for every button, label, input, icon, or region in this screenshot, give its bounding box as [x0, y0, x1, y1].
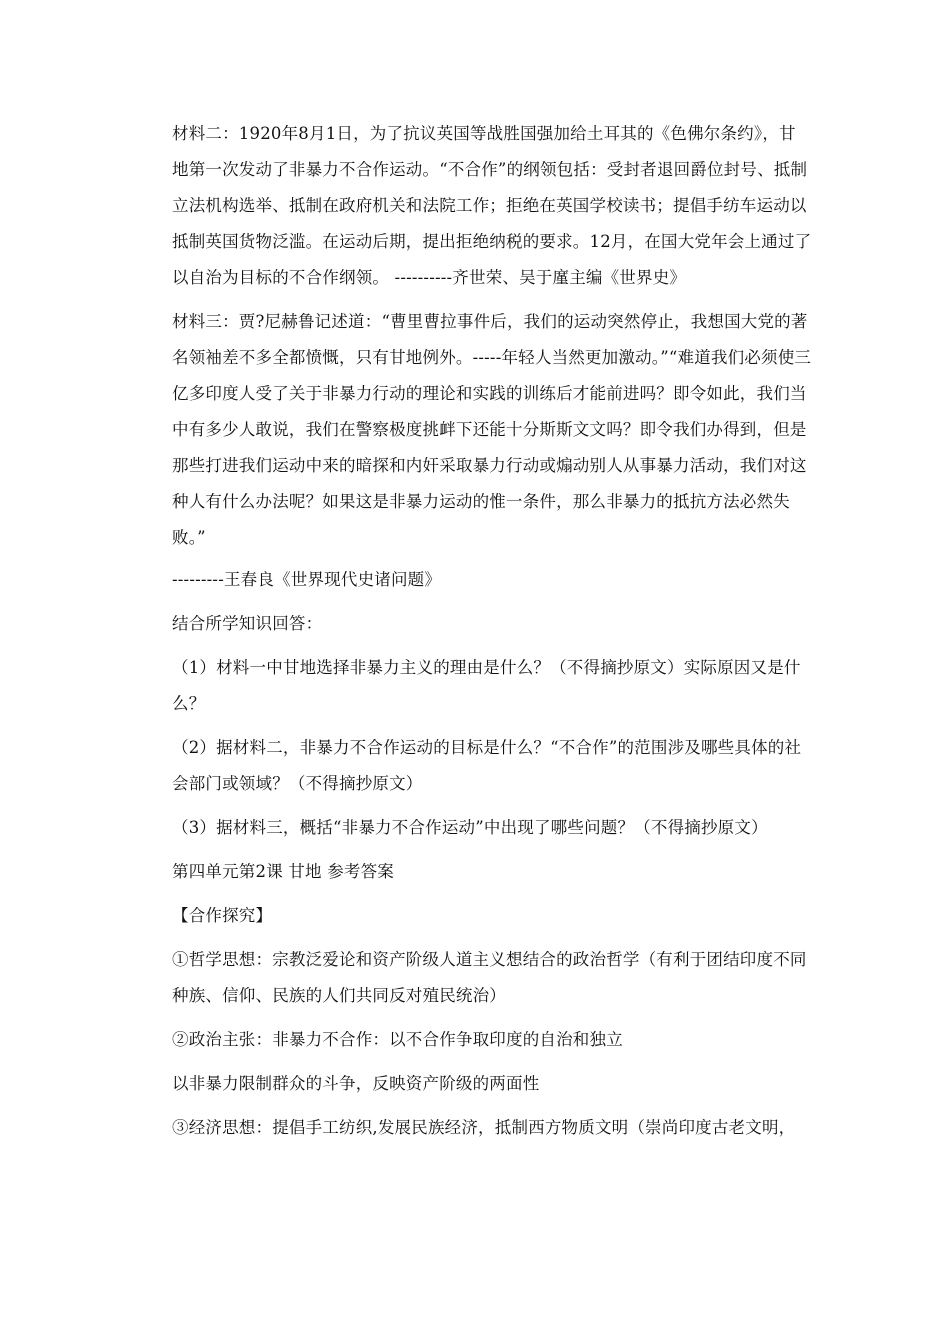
philosophy-answer: ①哲学思想：宗教泛爱论和资产阶级人道主义想结合的政治哲学（有利于团结印度不同种族、信仰、民族的人们共同反对殖民统治） — [172, 950, 807, 1005]
material-two-paragraph: 材料二：1920年8月1日，为了抗议英国等战胜国强加给土耳其的《色佛尔条约》，甘地第一次发动了非暴力不合作运动。“不合作”的纲领包括：受封者退回爵位封号、抵制立法机构选举、抵制在政府机关和法院工作；拒绝在英国学校读书；提倡手纺车运动以抵制英国货物泛滥。在运动后期，提出拒绝纳税的要求。12月，在国大党年会上通过了以自治为目标的不合作纲领。 ----------齐世荣、吴于廑主编《世界史》 — [172, 124, 812, 287]
material-three-source: ---------王春良《世界现代史诸问题》 — [172, 570, 442, 589]
answer-instruction: 结合所学知识回答： — [172, 614, 323, 633]
question-one: （1）材料一中甘地选择非暴力主义的理由是什么？（不得摘抄原文）实际原因又是什么？ — [172, 658, 801, 713]
cooperative-inquiry-heading: 【合作探究】 — [172, 906, 273, 925]
question-three: （3）据材料三，概括“非暴力不合作运动”中出现了哪些问题？（不得摘抄原文） — [172, 818, 768, 837]
political-answer-continuation: 以非暴力限制群众的斗争，反映资产阶级的两面性 — [172, 1074, 540, 1093]
question-two: （2）据材料二，非暴力不合作运动的目标是什么？“不合作”的范围涉及哪些具体的社会部门或领域？（不得摘抄原文） — [172, 738, 802, 793]
political-answer: ②政治主张：非暴力不合作：以不合作争取印度的自治和独立 — [172, 1030, 623, 1049]
material-three-paragraph: 材料三：贾?尼赫鲁记述道：“曹里曹拉事件后，我们的运动突然停止，我想国大党的著名领袖差不多全都愤慨，只有甘地例外。-----年轻人当然更加激动。”“难道我们必须使三亿多印度人受了关于非暴力行动的理论和实践的训练后才能前进吗？即令如此，我们当中有多少人敢说，我们在警察极度挑衅下还能十分斯斯文文吗？即令我们办得到，但是那些打进我们运动中来的暗探和内奸采取暴力行动或煽动别人从事暴力活动，我们对这种人有什么办法呢？如果这是非暴力运动的惟一条件，那么非暴力的抵抗方法必然失败。” — [172, 312, 812, 547]
answer-title: 第四单元第2课 甘地 参考答案 — [172, 862, 394, 881]
document-body — [172, 116, 812, 1154]
economic-answer: ③经济思想：提倡手工纺织,发展民族经济，抵制西方物质文明（崇尚印度古老文明， — [172, 1118, 796, 1137]
